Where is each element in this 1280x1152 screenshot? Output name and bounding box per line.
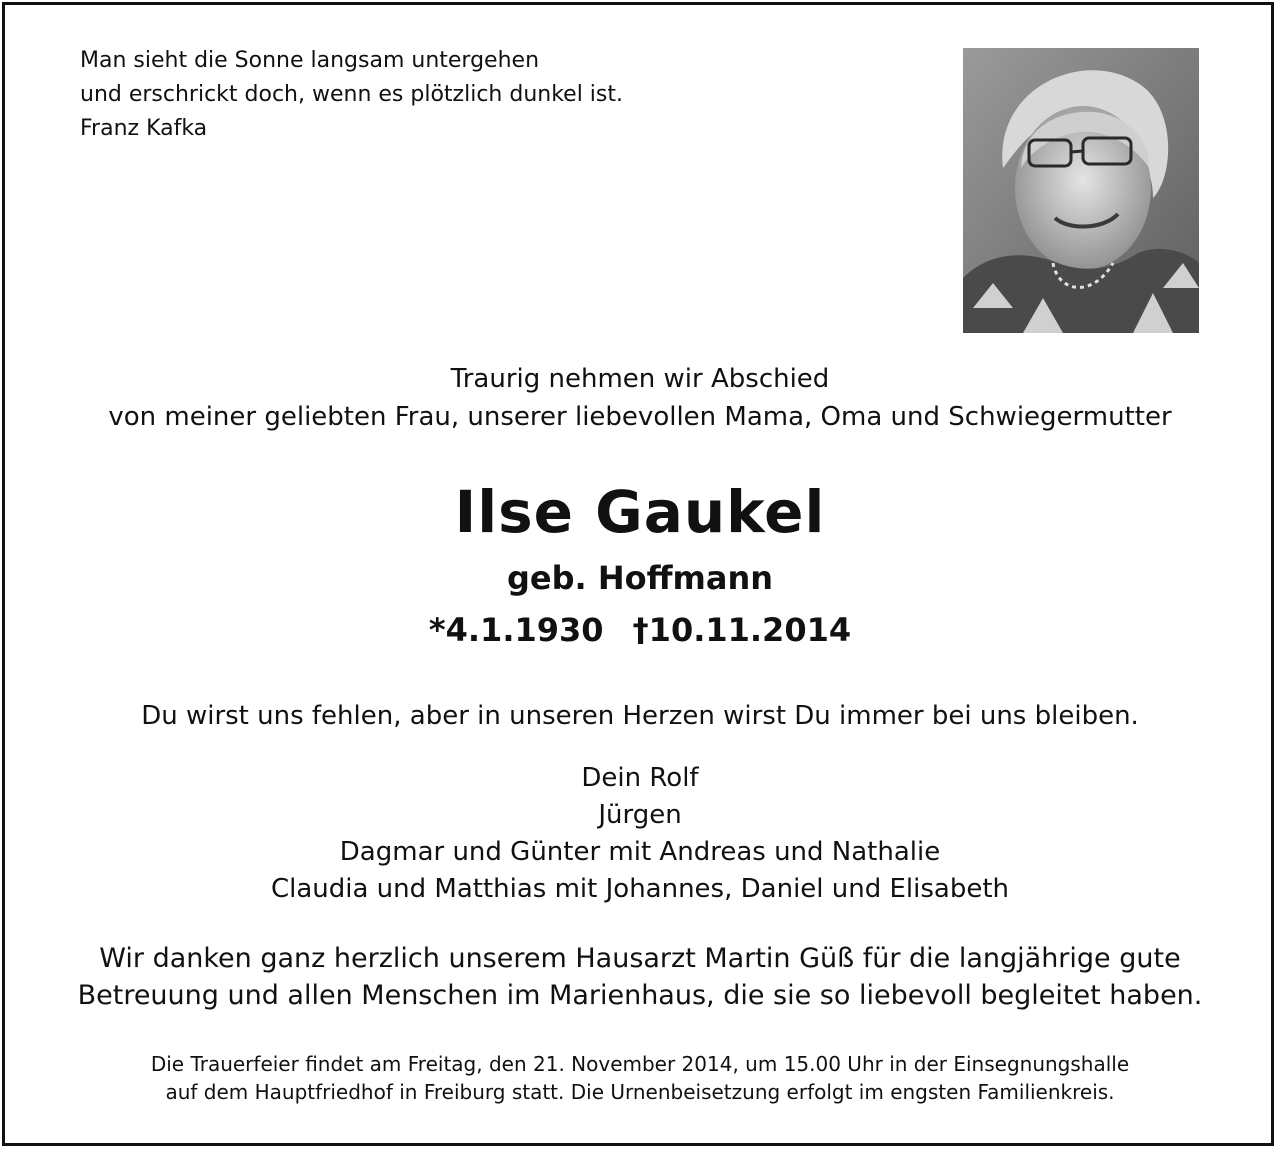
quote-line-2: und erschrickt doch, wenn es plötzlich dunkel ist.: [80, 82, 623, 107]
thanks-line-2: Betreuung und allen Menschen im Marienhaus, die sie so liebevoll begleitet haben.: [77, 980, 1203, 1011]
thanks-text: [0, 940, 1280, 1014]
quote-line-1: Man sieht die Sonne langsam untergehen: [80, 48, 540, 73]
service-line-1: Die Trauerfeier findet am Freitag, den 21. November 2014, um 15.00 Uhr in der Einsegnungshalle: [150, 1052, 1130, 1076]
kafka-quote: [80, 44, 623, 146]
deceased-name: Ilse Gaukel: [454, 478, 826, 546]
service-line-2: auf dem Hauptfriedhof in Freiburg statt. Die Urnenbeisetzung erfolgt im engsten Familienkreis.: [165, 1080, 1115, 1104]
intro-text: [0, 360, 1280, 436]
death-date: †10.11.2014: [632, 611, 852, 649]
service-info: [0, 1050, 1280, 1106]
family-line: Dein Rolf: [581, 763, 699, 793]
portrait-photo: [963, 48, 1199, 333]
family-line: Claudia und Matthias mit Johannes, Daniel und Elisabeth: [270, 874, 1010, 904]
quote-author: Franz Kafka: [80, 116, 208, 141]
intro-line-1: Traurig nehmen wir Abschied: [450, 364, 830, 394]
farewell-wish: Du wirst uns fehlen, aber in unseren Herzen wirst Du immer bei uns bleiben.: [141, 701, 1139, 731]
birth-date: *4.1.1930: [428, 611, 604, 649]
family-line: Jürgen: [598, 800, 682, 830]
life-dates: [0, 606, 1280, 654]
birth-name: geb. Hoffmann: [507, 559, 773, 597]
intro-line-2: von meiner geliebten Frau, unserer liebevollen Mama, Oma und Schwiegermutter: [108, 402, 1172, 432]
family-signatures: [0, 760, 1280, 908]
family-line: Dagmar und Günter mit Andreas und Nathalie: [339, 837, 941, 867]
thanks-line-1: Wir danken ganz herzlich unserem Hausarzt Martin Güß für die langjährige gute: [99, 943, 1181, 974]
